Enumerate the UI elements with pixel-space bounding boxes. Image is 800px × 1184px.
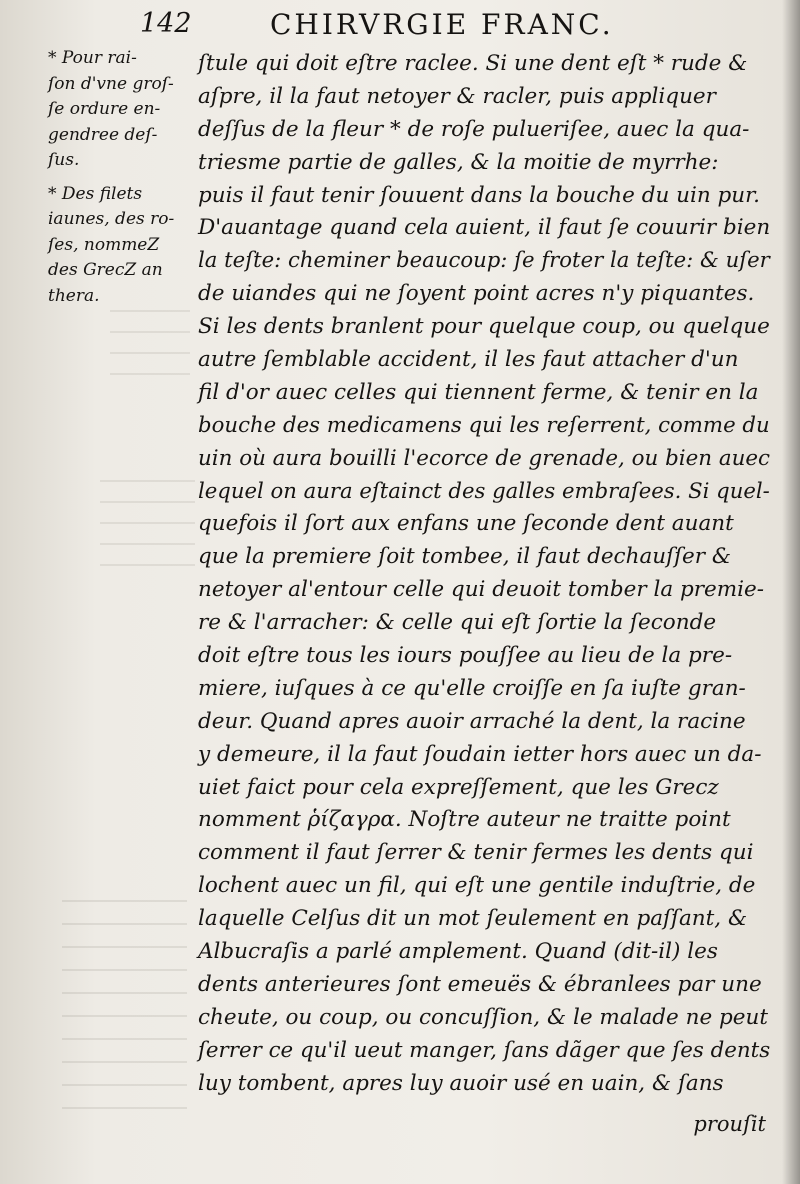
text-line: y demeure, il la faut ſoudain ietter hors auec un da- <box>198 741 762 767</box>
text-line: miere, iuſques à ce qu'elle croiſſe en ſa iuſte gran- <box>198 675 746 701</box>
text-line: dents anterieures ſont emeuës & ébranlees par une <box>198 971 762 997</box>
margin-note-line: * Des filets <box>48 183 143 204</box>
page-header <box>0 6 800 40</box>
show-through-ghost <box>100 480 195 570</box>
text-line: laquelle Celſus dit un mot ſeulement en paſſant, & <box>198 906 748 932</box>
margin-note-line: ſon d'vne groſ- <box>48 73 174 94</box>
margin-note-line: ſus. <box>48 150 80 170</box>
text-line: fil d'or auec celles qui tiennent ferme, & tenir en la <box>198 379 759 405</box>
text-line: comment il faut ſerrer & tenir fermes les dents qui <box>198 840 754 866</box>
text-line: bouche des medicamens qui les reſerrent, comme du <box>198 412 770 438</box>
gutter-shadow <box>782 0 800 1184</box>
text-line: que la premiere ſoit tombee, il faut dechauſſer & <box>198 544 731 570</box>
text-line: triesme partie de galles, & la moitie de myrrhe: <box>198 149 719 175</box>
page-number: 142 <box>140 8 192 39</box>
text-line: cheute, ou coup, ou concuſſion, & le malade ne peut <box>198 1004 768 1030</box>
text-line: de uiandes qui ne ſoyent point acres n'y piquantes. <box>198 281 755 307</box>
body-text <box>198 48 770 1101</box>
text-line: puis il faut tenir ſouuent dans la bouche du uin pur. <box>198 182 760 208</box>
text-line: lochent auec un fil, qui eſt une gentile induſtrie, de <box>198 873 756 899</box>
text-line: uiet faict pour cela expreſſement, que les Grecz <box>198 774 719 800</box>
text-line: netoyer al'entour celle qui deuoit tomber la premie- <box>198 577 764 603</box>
text-line: ſerrer ce qu'il ueut manger, ſans dãger que ſes dents <box>198 1037 771 1063</box>
text-line: deur. Quand apres auoir arraché la dent, la racine <box>198 708 746 734</box>
margin-note-line: gendree deſ- <box>48 124 158 145</box>
running-head: CHIRVRGIE FRANC. <box>270 8 614 41</box>
text-line: autre ſemblable accident, il les faut attacher d'un <box>198 347 739 373</box>
text-line: lequel on aura eſtainct des galles embraſees. Si quel- <box>198 478 770 504</box>
text-line: deſſus de la fleur * de roſe pulueriſee, auec la qua- <box>198 116 750 142</box>
catchword: prouſit <box>693 1112 766 1136</box>
text-line: aſpre, il la faut netoyer & racler, puis appliquer <box>198 83 716 109</box>
margin-note-line: * Pour rai- <box>48 48 137 68</box>
text-line: ſtule qui doit eſtre raclee. Si une dent eſt * rude & <box>198 51 748 76</box>
text-line: doit eſtre tous les iours pouſſee au lieu de la pre- <box>198 643 733 669</box>
text-line: Si les dents branlent pour quelque coup, ou quelque <box>198 314 770 340</box>
text-line: D'auantage quand cela auient, il faut ſe couurir bien <box>198 215 771 241</box>
text-line: quefois il ſort aux enfans une ſeconde dent auant <box>198 511 734 537</box>
margin-note-line: thera. <box>48 285 100 306</box>
text-line: luy tombent, apres luy auoir usé en uain, & ſans <box>198 1070 724 1096</box>
margin-note-line: ſe ordure en- <box>48 99 161 119</box>
show-through-ghost <box>110 310 190 380</box>
text-line: re & l'arracher: & celle qui eſt ſortie la ſeconde <box>198 610 717 636</box>
margin-note <box>48 182 175 310</box>
margin-note <box>48 46 174 174</box>
text-line: Albucraſis a parlé amplement. Quand (dit-il) les <box>198 939 718 965</box>
text-line: uin où aura bouilli l'ecorce de grenade, ou bien auec <box>198 445 771 471</box>
text-line: nomment ῥίζαγρα. Noſtre auteur ne traitte point <box>198 807 731 833</box>
margin-note-line: iaunes, des ro- <box>48 209 175 229</box>
margin-note-line: des GrecZ an <box>48 260 163 280</box>
margin-notes <box>48 46 175 317</box>
margin-note-line: ſes, nommeZ <box>48 234 160 255</box>
show-through-ghost <box>62 900 187 1110</box>
text-line: la teſte: cheminer beaucoup: ſe froter la teſte: & uſer <box>198 248 770 274</box>
